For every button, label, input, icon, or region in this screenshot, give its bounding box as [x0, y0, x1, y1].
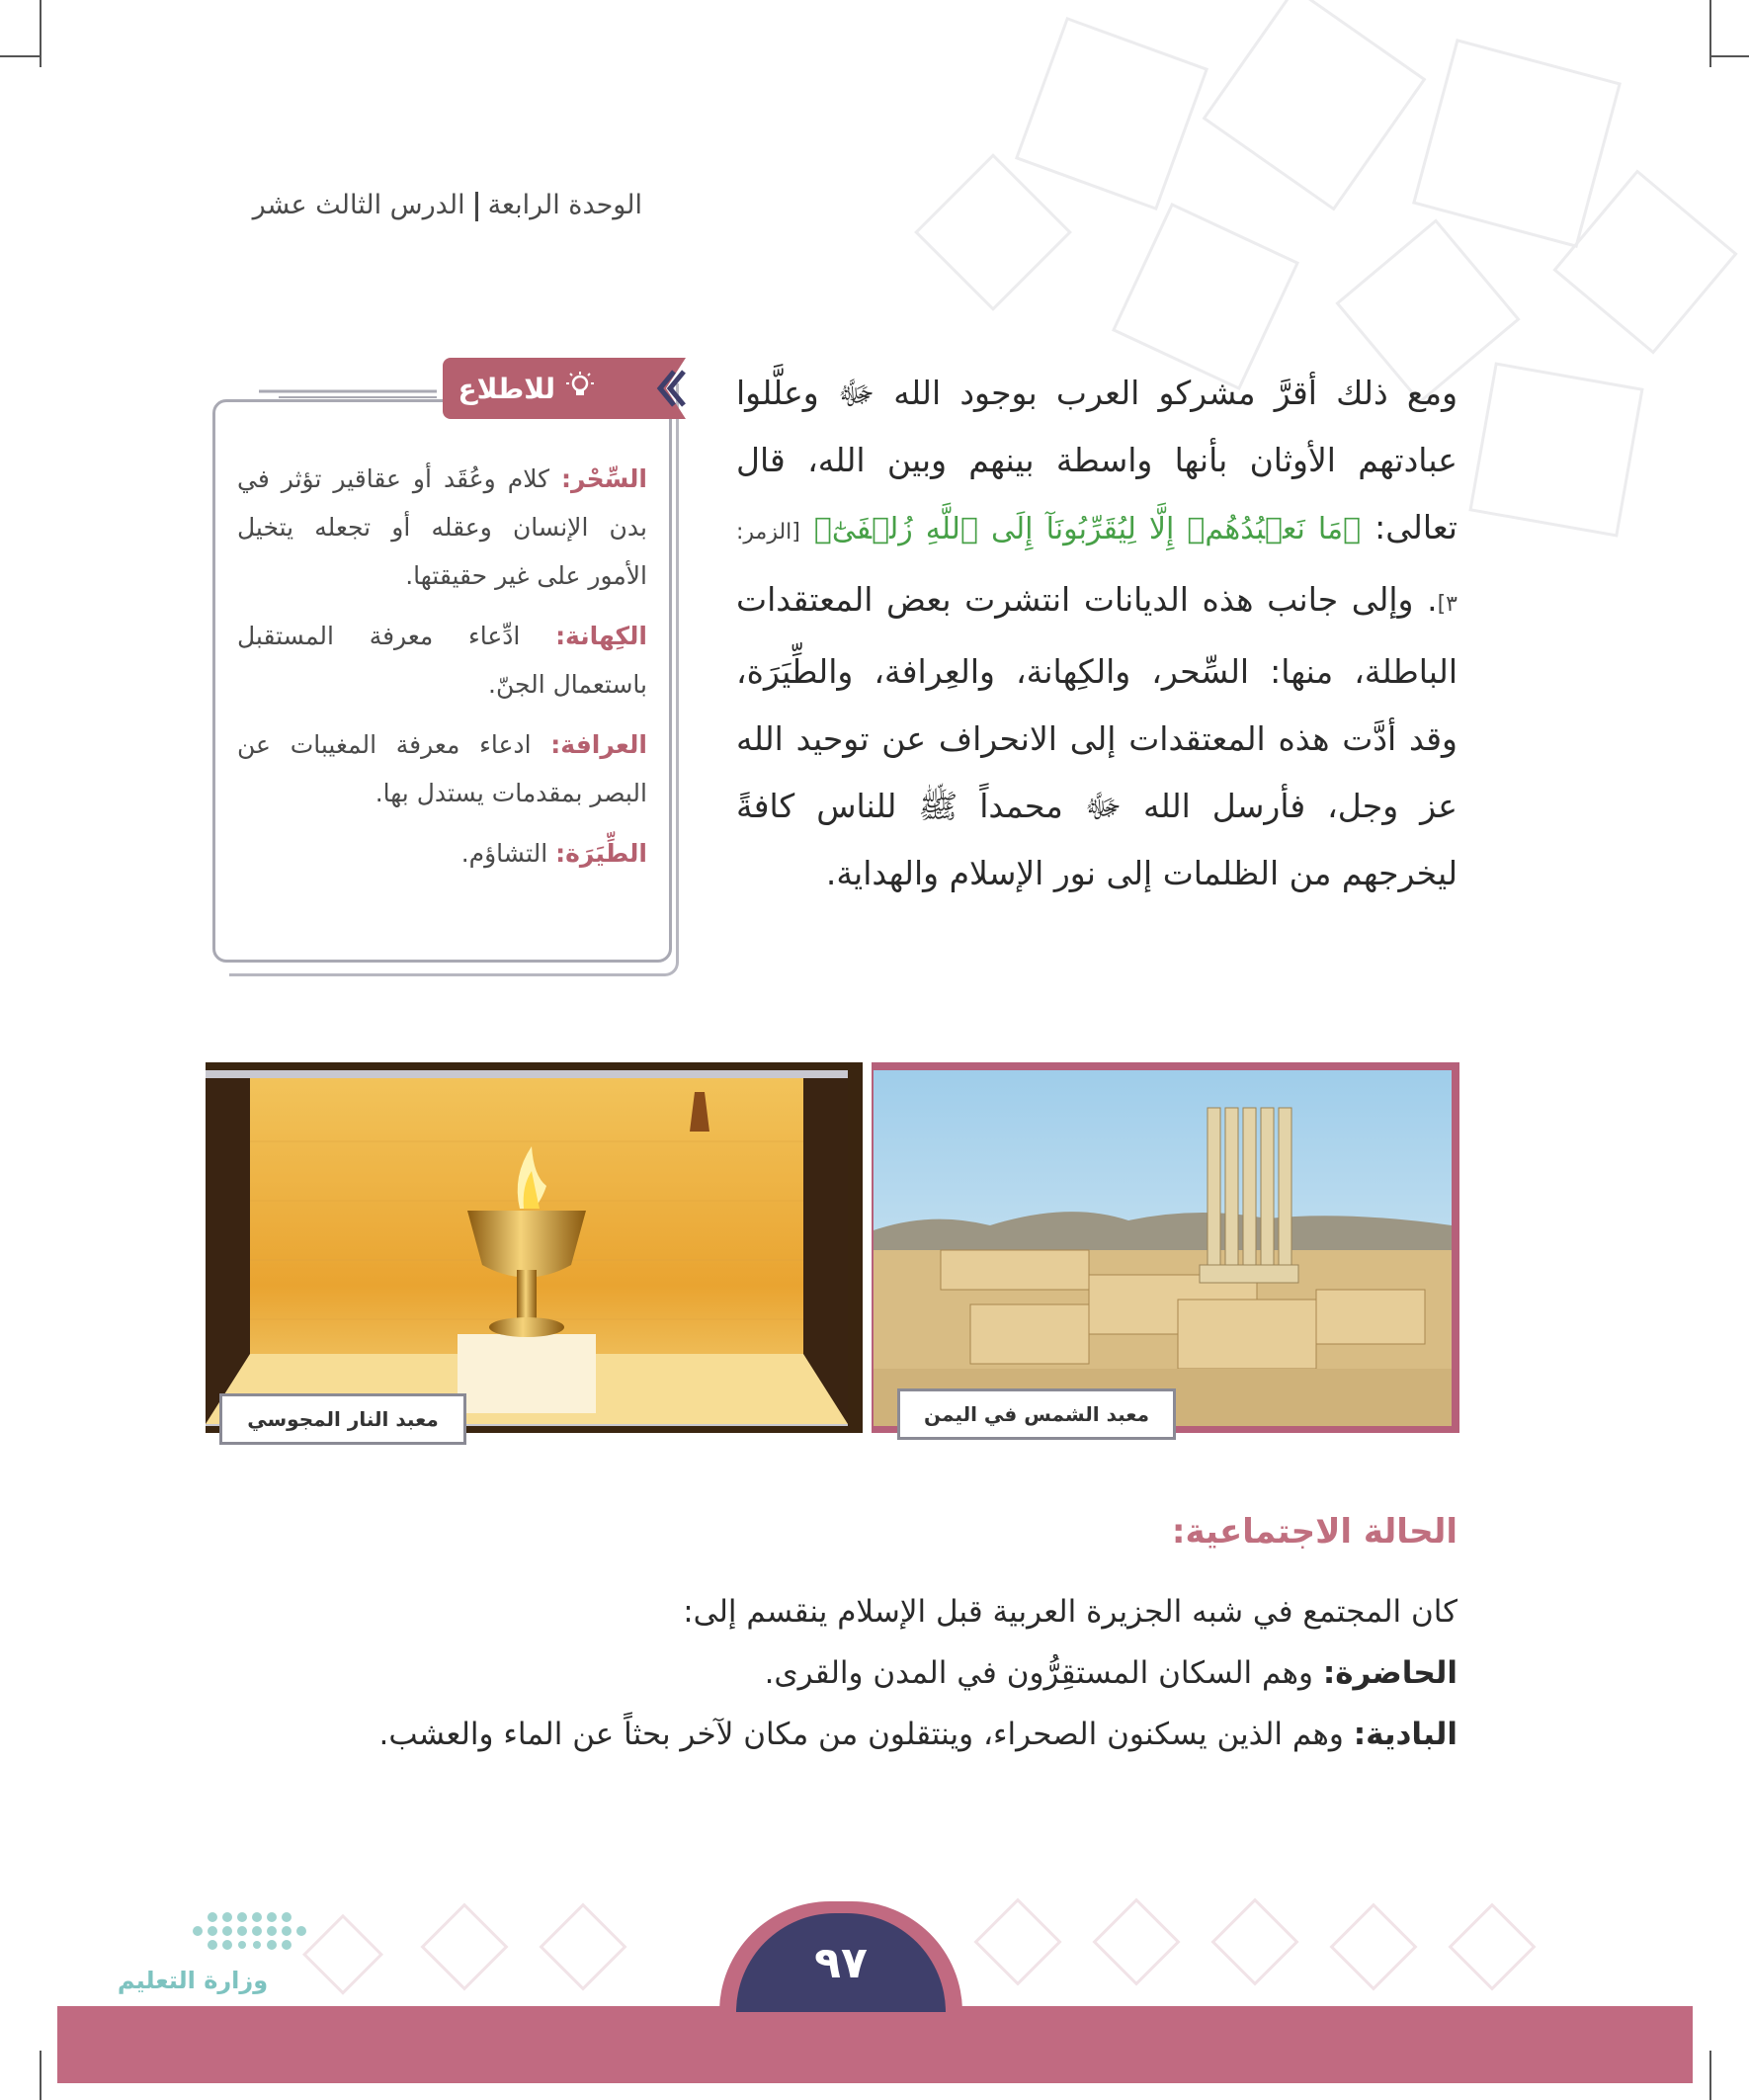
page-number: ٩٧ — [736, 1913, 946, 2012]
info-term: العرافة: — [550, 730, 647, 759]
crop-mark — [40, 0, 42, 67]
double-chevron-icon — [644, 358, 686, 419]
section-title: الحالة الاجتماعية: — [1171, 1512, 1458, 1552]
info-definition: كلام وعُقَد أو عقاقير تؤثر في بدن الإنسان وعقله أو تجعله يتخيل الأمور على غير حقيقتها. — [237, 464, 647, 590]
ministry-name: وزارة التعليم — [117, 1967, 269, 1994]
info-term: الكِهانة: — [555, 622, 647, 650]
info-term: الطِّيَرَة: — [555, 839, 647, 868]
quran-verse: ﴿مَا نَعۡبُدُهُمۡ إِلَّا لِيُقَرِّبُونَآ إِلَى ٱللَّهِ زُلۡفَىٰٓ﴾ — [813, 512, 1362, 546]
unit-label: الوحدة الرابعة — [487, 190, 642, 220]
section-item-term: البادية: — [1353, 1717, 1458, 1752]
section-body — [198, 1581, 1458, 1765]
info-badge-label: للاطلاع — [458, 372, 555, 405]
section-item-term: الحاضرة: — [1322, 1655, 1458, 1691]
section-item-text: وهم الذين يسكنون الصحراء، وينتقلون من مكان لآخر بحثاً عن الماء والعشب. — [378, 1717, 1354, 1752]
crop-mark — [1709, 2051, 1711, 2100]
info-entry — [237, 720, 647, 817]
info-badge — [443, 358, 664, 419]
section-item-text: وهم السكان المستقِرُّون في المدن والقرى. — [764, 1655, 1323, 1691]
crop-mark — [40, 2051, 42, 2100]
section-item — [198, 1642, 1458, 1704]
fire-temple-caption: معبد النار المجوسي — [219, 1393, 466, 1445]
info-entry — [237, 612, 647, 709]
info-definition: ادِّعاء معرفة المستقبل باستعمال الجنّ. — [237, 622, 647, 699]
info-entry — [237, 455, 647, 600]
fire-temple-photo — [206, 1062, 863, 1433]
bulb-icon — [565, 371, 595, 407]
section-intro: كان المجتمع في شبه الجزيرة العربية قبل الإسلام ينقسم إلى: — [683, 1594, 1458, 1630]
paragraph-part-1: ومع ذلك أقرَّ مشركو العرب بوجود الله ﷻ وعلَّلوا عبادتهم الأوثان بأنها واسطة بينهم وبين الله، قال تعالى: — [736, 374, 1458, 546]
header-separator — [475, 192, 478, 221]
lesson-label: الدرس الثالث عشر — [252, 190, 465, 220]
sun-temple-caption: معبد الشمس في اليمن — [897, 1388, 1176, 1440]
ministry-logo-icon — [94, 1897, 331, 2016]
crop-mark — [0, 55, 40, 57]
paragraph-part-2: . وإلى جانب هذه الديانات انتشرت بعض المعتقدات الباطلة، منها: السِّحر، والكِهانة، والعِرافة، والطِّيَرَة، وقد أدَّت هذه المعتقدات إلى الانحراف عن توحيد الله عز وجل، فأرسل الله ﷻ محمداً ﷺ للناس كافةً ليخرجهم من الظلمات إلى نور الإسلام والهداية. — [736, 580, 1458, 892]
sun-temple-photo — [872, 1062, 1459, 1433]
crop-mark — [1709, 55, 1749, 57]
footer-bar — [57, 2006, 1693, 2083]
info-term: السِّحْر: — [561, 464, 647, 493]
section-item — [198, 1704, 1458, 1765]
info-definition: التشاؤم. — [460, 839, 556, 868]
page-header — [198, 184, 642, 227]
info-box-content — [237, 455, 647, 889]
info-box-top-lines — [259, 389, 437, 399]
verse-citation: [الزمر: ٣] — [736, 520, 1458, 617]
main-paragraph — [736, 360, 1458, 907]
info-entry — [237, 829, 647, 878]
info-definition: ادعاء معرفة المغيبات عن البصر بمقدمات يستدل بها. — [237, 730, 647, 807]
